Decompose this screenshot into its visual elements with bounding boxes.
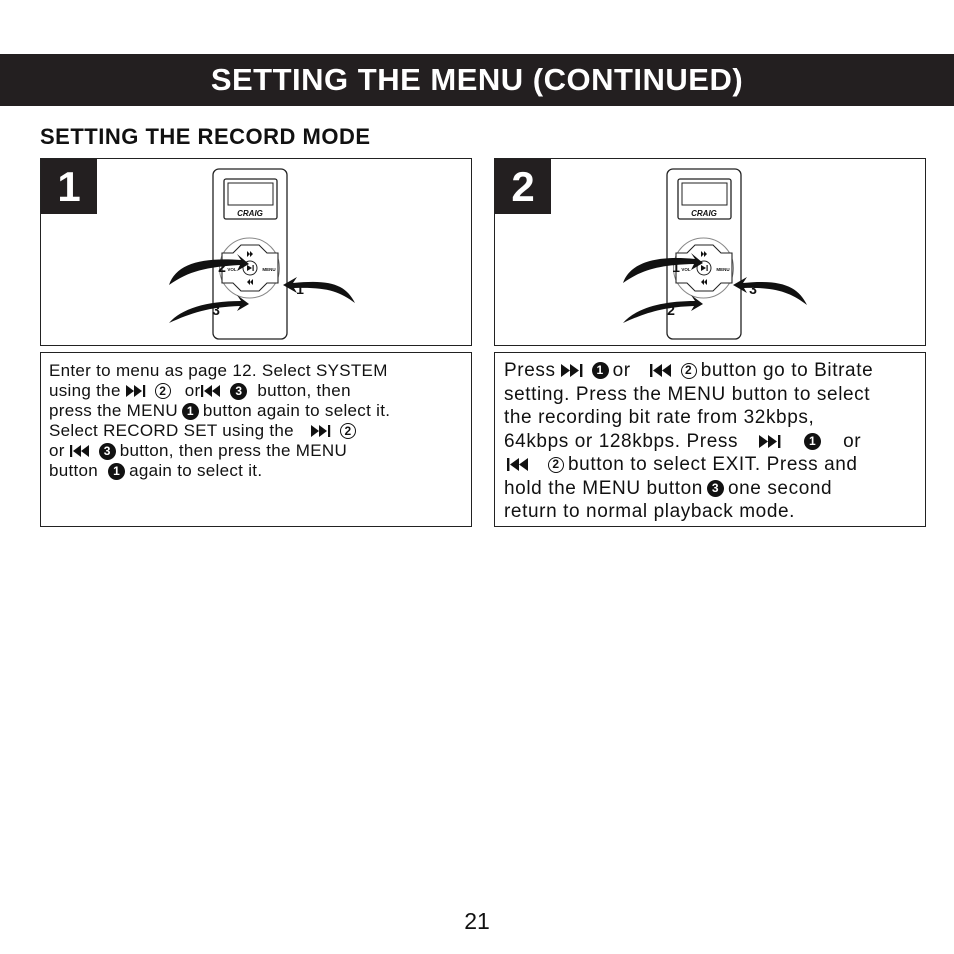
instruction-text: again to select it. (129, 461, 263, 480)
vol-label: VOL (681, 267, 691, 272)
next-track-icon (125, 384, 147, 398)
instruction-text: button go to Bitrate (700, 360, 874, 381)
step-badge: 2 (495, 159, 551, 214)
instruction-text: button again to select it. (202, 401, 391, 420)
instruction-text: the recording bit rate from 32kbps, (504, 407, 815, 428)
instruction-text: using the (49, 381, 121, 400)
instruction-text: one second (727, 477, 833, 499)
previous-track-icon (649, 363, 673, 378)
page-number: 21 (464, 908, 490, 934)
instruction-text: 64kbps or 128kbps. Press (504, 430, 739, 452)
step-2-instructions (494, 352, 926, 527)
callout-label: 2 (218, 259, 226, 275)
number-3-badge: 3 (99, 443, 116, 460)
instruction-text: press the MENU (49, 401, 178, 420)
callout-label: 3 (212, 302, 220, 318)
step-badge: 1 (41, 159, 97, 214)
instruction-text: button (49, 461, 99, 480)
instruction-text: button to select EXIT. Press and (568, 454, 858, 475)
figure-step-2 (494, 158, 926, 346)
instruction-text: button, then press the MENU (119, 441, 348, 460)
callout-label: 2 (667, 302, 675, 318)
instruction-text: Press (504, 360, 556, 381)
instruction-text: or (843, 430, 862, 452)
previous-track-icon (69, 444, 91, 458)
device-illustration (41, 159, 471, 345)
callout-label: 1 (296, 281, 304, 297)
instruction-text: hold the MENU button (504, 477, 703, 499)
callout-label: 1 (672, 259, 680, 275)
instruction-text: setting. Press the MENU button to select (504, 383, 871, 405)
menu-label: MENU (716, 267, 730, 272)
page-title: SETTING THE MENU (CONTINUED) (210, 62, 744, 97)
number-1-badge: 1 (592, 362, 609, 379)
instruction-text: Enter to menu as page 12. Select SYSTEM (49, 361, 388, 380)
menu-label: MENU (262, 267, 276, 272)
next-track-icon (310, 424, 332, 438)
device-illustration (495, 159, 925, 345)
instruction-text: or (184, 381, 201, 400)
brand-label: CRAIG (237, 209, 263, 218)
number-2-badge: 2 (340, 423, 356, 439)
section-title: SETTING THE RECORD MODE (40, 124, 371, 149)
number-2-badge: 2 (548, 457, 564, 473)
previous-track-icon (200, 384, 222, 398)
number-2-badge: 2 (681, 363, 697, 379)
header-banner (0, 54, 954, 106)
figure-step-1 (40, 158, 472, 346)
number-2-badge: 2 (155, 383, 171, 399)
step-1-instructions (40, 352, 472, 527)
instruction-text: or (49, 441, 65, 460)
next-track-icon (758, 434, 782, 449)
instruction-text: Select RECORD SET using the (49, 421, 294, 440)
callout-label: 3 (749, 281, 757, 297)
previous-track-icon (506, 457, 530, 472)
number-1-badge: 1 (182, 403, 199, 420)
next-track-icon (560, 363, 584, 378)
number-1-badge: 1 (108, 463, 125, 480)
number-3-badge: 3 (230, 383, 247, 400)
instruction-text: button, then (257, 381, 351, 400)
instruction-text: return to normal playback mode. (504, 501, 796, 522)
number-3-badge: 3 (707, 480, 724, 497)
instruction-text: or (612, 360, 631, 381)
number-1-badge: 1 (804, 433, 821, 450)
brand-label: CRAIG (691, 209, 717, 218)
vol-label: VOL (227, 267, 237, 272)
